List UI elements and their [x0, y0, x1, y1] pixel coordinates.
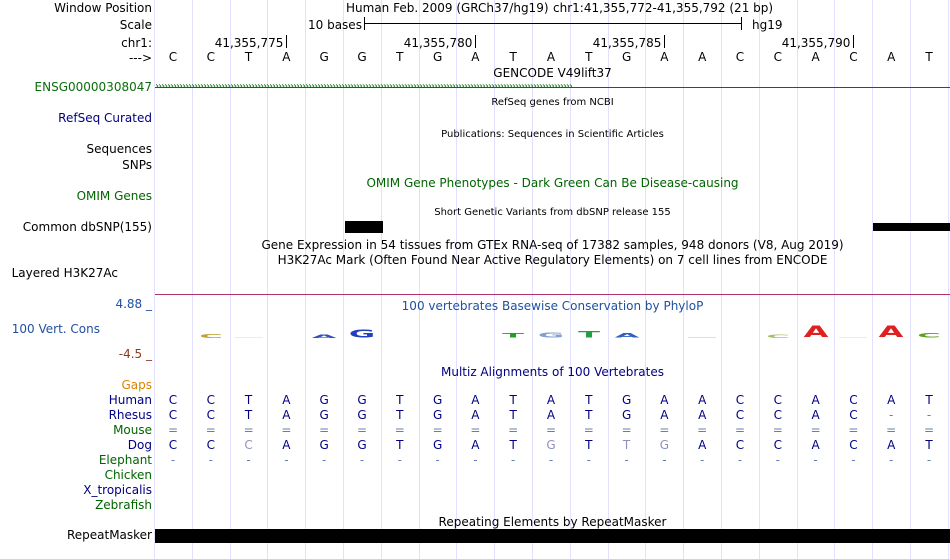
alignment-base-mouse: =	[772, 423, 783, 437]
alignment-base-human: G	[319, 393, 329, 407]
alignment-base-elephant: -	[624, 453, 629, 467]
species-label-dog[interactable]: Dog	[127, 438, 152, 452]
sequence-base: G	[319, 50, 329, 64]
alignment-base-elephant: -	[851, 453, 856, 467]
alignment-base-elephant: -	[662, 453, 667, 467]
sequence-base: G	[357, 50, 367, 64]
h3k27ac-label[interactable]: Layered H3K27Ac	[11, 266, 118, 280]
alignment-base-mouse: =	[848, 423, 859, 437]
sequence-base: A	[887, 50, 896, 64]
window-position-label: Window Position	[54, 1, 152, 15]
alignment-base-dog: T	[925, 438, 933, 452]
alignment-base-rhesus: A	[471, 408, 480, 422]
phylop-logo-letter: —	[686, 335, 719, 339]
alignment-base-dog: A	[811, 438, 820, 452]
alignment-base-dog: C	[773, 438, 782, 452]
sequence-base: A	[282, 50, 291, 64]
alignment-base-human: T	[585, 393, 593, 407]
alignment-base-rhesus: C	[735, 408, 745, 422]
alignment-base-elephant: -	[246, 453, 251, 467]
alignment-base-mouse: =	[205, 423, 216, 437]
species-label-x_tropicalis[interactable]: X_tropicalis	[83, 483, 152, 497]
alignment-base-rhesus: G	[432, 408, 443, 422]
alignment-base-human: C	[168, 393, 178, 407]
species-label-rhesus[interactable]: Rhesus	[108, 408, 152, 422]
sequence-base: T	[509, 50, 517, 64]
scale-bar-right-tick	[741, 17, 742, 30]
alignment-base-elephant: -	[737, 453, 743, 467]
alignment-base-elephant: -	[359, 453, 365, 467]
alignment-base-mouse: =	[886, 423, 897, 437]
position-readout: chr1:41,355,772-41,355,792 (21 bp)	[553, 1, 774, 15]
refseq-curated-label[interactable]: RefSeq Curated	[58, 111, 152, 125]
ruler-tick	[475, 35, 476, 48]
phylop-logo-letter: G	[537, 331, 565, 340]
alignment-base-elephant: -	[700, 453, 705, 467]
alignment-base-rhesus: G	[357, 408, 367, 422]
alignment-base-dog: A	[282, 438, 291, 452]
alignment-base-human: A	[546, 393, 556, 407]
dbsnp-track-title: Short Genetic Variants from dbSNP release 155	[434, 207, 671, 218]
alignment-base-rhesus: -	[926, 408, 932, 422]
phylop-logo-letter: A	[614, 332, 639, 340]
alignment-base-dog: A	[887, 438, 896, 452]
dbsnp-variant-1[interactable]	[345, 221, 383, 233]
phylop-logo-letter: T	[502, 332, 525, 340]
sequence-base: T	[585, 50, 593, 64]
species-label-human[interactable]: Human	[108, 393, 152, 407]
alignment-base-mouse: =	[697, 423, 708, 437]
alignment-base-elephant: -	[473, 453, 478, 467]
ruler-position-label: 41,355,785	[592, 36, 662, 50]
ruler-tick	[664, 35, 665, 48]
phylop-logo-letter: A	[311, 334, 337, 339]
track-area[interactable]	[155, 0, 950, 559]
alignment-base-elephant: -	[586, 453, 591, 467]
alignment-base-elephant: -	[322, 453, 327, 467]
alignment-base-mouse: =	[923, 423, 935, 437]
alignment-base-mouse: =	[432, 423, 443, 437]
alignment-base-dog: G	[659, 438, 670, 452]
chr-label: chr1:	[121, 36, 152, 50]
alignment-base-rhesus: C	[168, 408, 178, 422]
alignment-base-human: A	[471, 393, 480, 407]
sequence-base: T	[396, 50, 404, 64]
alignment-base-human: A	[660, 393, 669, 407]
alignment-base-rhesus: C	[773, 408, 782, 422]
alignment-base-dog: T	[509, 438, 517, 452]
track-label-panel	[0, 0, 154, 559]
alignment-base-elephant: -	[284, 453, 289, 467]
alignment-base-elephant: -	[170, 453, 176, 467]
alignment-base-dog: G	[432, 438, 443, 452]
ruler-tick	[853, 35, 854, 48]
alignment-base-elephant: -	[926, 453, 932, 467]
vert-cons-label[interactable]: 100 Vert. Cons	[11, 322, 100, 336]
alignment-base-dog: C	[849, 438, 858, 452]
alignment-base-dog: C	[168, 438, 178, 452]
sequence-base: G	[621, 50, 632, 64]
sequence-base: C	[168, 50, 178, 64]
alignment-base-elephant: -	[775, 453, 780, 467]
gencode-gene-line	[155, 87, 950, 88]
alignment-base-rhesus: T	[396, 408, 404, 422]
phylop-logo-letter: C	[917, 332, 941, 340]
refseq-track-title: RefSeq genes from NCBI	[491, 97, 614, 108]
alignment-base-elephant: -	[511, 453, 516, 467]
alignment-base-elephant: -	[889, 453, 894, 467]
ruler-tick	[286, 35, 287, 48]
alignment-base-dog: A	[471, 438, 480, 452]
species-label-zebrafish[interactable]: Zebrafish	[95, 498, 152, 512]
ruler-position-label: 41,355,780	[403, 36, 473, 50]
species-label-chicken[interactable]: Chicken	[104, 468, 152, 482]
alignment-base-dog: A	[698, 438, 707, 452]
alignment-base-human: A	[811, 393, 820, 407]
alignment-base-rhesus: A	[282, 408, 291, 422]
alignment-base-elephant: -	[435, 453, 440, 467]
omim-genes-label[interactable]: OMIM Genes	[76, 189, 152, 203]
alignment-base-dog: C	[206, 438, 215, 452]
alignment-base-human: A	[282, 393, 291, 407]
ruler-position-label: 41,355,790	[781, 36, 851, 50]
dbsnp-label[interactable]: Common dbSNP(155)	[22, 220, 152, 234]
alignment-base-human: G	[621, 393, 632, 407]
scale-bar-line	[365, 23, 741, 24]
scale-bar-label: 10 bases	[308, 18, 362, 32]
alignment-base-mouse: =	[470, 423, 481, 437]
alignment-base-mouse: =	[356, 423, 368, 437]
species-label-mouse[interactable]: Mouse	[113, 423, 152, 437]
alignment-base-dog: C	[735, 438, 745, 452]
snps-label[interactable]: SNPs	[122, 158, 152, 172]
phylop-logo-letter: A	[878, 322, 904, 342]
phylop-logo-letter: T	[577, 329, 600, 340]
phylop-logo-letter: —	[837, 335, 870, 339]
alignment-base-rhesus: A	[811, 408, 820, 422]
repeatmasker-track-title: Repeating Elements by RepeatMasker	[438, 515, 667, 529]
sequence-base: A	[660, 50, 669, 64]
strand-arrow-label: --->	[128, 51, 152, 65]
alignment-base-human: C	[206, 393, 215, 407]
alignment-base-mouse: =	[583, 423, 594, 437]
alignment-base-mouse: =	[810, 423, 821, 437]
alignment-base-dog: C	[244, 438, 253, 452]
omim-track-title: OMIM Gene Phenotypes - Dark Green Can Be Disease-causing	[366, 176, 739, 190]
h3k27ac-baseline	[155, 294, 950, 295]
alignment-base-mouse: =	[319, 423, 330, 437]
alignment-base-human: A	[698, 393, 707, 407]
sequence-base: A	[698, 50, 707, 64]
alignment-base-rhesus: T	[244, 408, 253, 422]
alignment-base-human: C	[773, 393, 782, 407]
gencode-gene-label[interactable]: ENSG00000308047	[34, 80, 152, 94]
alignment-base-elephant: -	[548, 453, 554, 467]
alignment-base-human: T	[396, 393, 404, 407]
phylop-logo-letter: C	[199, 333, 223, 339]
h3k27ac-track-title: H3K27Ac Mark (Often Found Near Active Regulatory Elements) on 7 cell lines from ENCODE	[277, 253, 828, 267]
cons-min-label: -4.5 _	[118, 347, 152, 361]
alignment-base-rhesus: A	[660, 408, 669, 422]
alignment-base-dog: T	[396, 438, 404, 452]
alignment-base-rhesus: -	[889, 408, 894, 422]
sequence-base: G	[432, 50, 443, 64]
alignment-base-dog: G	[546, 438, 556, 452]
alignment-base-human: T	[509, 393, 517, 407]
alignment-base-mouse: =	[734, 423, 746, 437]
alignment-base-human: C	[849, 393, 858, 407]
alignment-base-rhesus: T	[509, 408, 517, 422]
alignment-base-rhesus: G	[319, 408, 329, 422]
gencode-track-title: GENCODE V49lift37	[493, 66, 612, 80]
assembly-title: Human Feb. 2009 (GRCh37/hg19)	[346, 1, 549, 15]
alignment-base-dog: T	[585, 438, 593, 452]
alignment-base-human: T	[925, 393, 933, 407]
alignment-base-human: A	[887, 393, 896, 407]
sequence-base: T	[244, 50, 253, 64]
alignment-base-human: T	[244, 393, 253, 407]
scale-assembly: hg19	[752, 18, 783, 32]
phylop-logo-letter: G	[348, 327, 376, 341]
alignment-base-dog: T	[622, 438, 631, 452]
alignment-base-rhesus: A	[546, 408, 556, 422]
phylop-logo-letter: —	[232, 335, 265, 339]
alignment-base-mouse: =	[281, 423, 292, 437]
publications-track-title: Publications: Sequences in Scientific Articles	[441, 129, 664, 140]
sequence-base: C	[849, 50, 858, 64]
alignment-base-human: C	[735, 393, 745, 407]
gtex-track-title: Gene Expression in 54 tissues from GTEx RNA-seq of 17382 samples, 948 donors (V8, Aug 2019)	[261, 238, 844, 252]
alignment-base-elephant: -	[397, 453, 402, 467]
scale-label: Scale	[119, 18, 152, 32]
ruler-position-label: 41,355,775	[214, 36, 284, 50]
sequence-base: C	[773, 50, 782, 64]
alignment-base-mouse: =	[545, 423, 557, 437]
cons-max-label: 4.88 _	[115, 297, 152, 311]
alignment-base-mouse: =	[394, 423, 405, 437]
alignment-base-dog: G	[319, 438, 329, 452]
sequence-base: A	[471, 50, 480, 64]
species-label-elephant[interactable]: Elephant	[98, 453, 152, 467]
sequence-base: C	[735, 50, 745, 64]
phylop-logo-letter: C	[766, 334, 790, 339]
alignment-base-human: G	[357, 393, 367, 407]
alignment-base-rhesus: A	[698, 408, 707, 422]
phylop-track-title: 100 vertebrates Basewise Conservation by PhyloP	[401, 299, 704, 313]
sequence-base: C	[206, 50, 215, 64]
alignment-base-rhesus: C	[849, 408, 858, 422]
repeatmasker-label[interactable]: RepeatMasker	[66, 528, 152, 542]
alignment-base-rhesus: T	[585, 408, 593, 422]
alignment-base-rhesus: G	[621, 408, 632, 422]
sequence-base: A	[811, 50, 820, 64]
sequence-base: A	[546, 50, 556, 64]
alignment-base-mouse: =	[167, 423, 179, 437]
alignment-base-mouse: =	[659, 423, 670, 437]
dbsnp-variant-2[interactable]	[873, 223, 950, 231]
alignment-base-mouse: =	[508, 423, 519, 437]
species-label-list	[0, 0, 154, 559]
repeatmasker-element[interactable]	[155, 529, 950, 543]
alignment-base-elephant: -	[208, 453, 213, 467]
alignment-base-mouse: =	[243, 423, 254, 437]
gaps-label[interactable]: Gaps	[121, 378, 152, 392]
alignment-base-rhesus: C	[206, 408, 215, 422]
phylop-logo-letter: A	[803, 322, 828, 342]
alignment-base-dog: G	[357, 438, 367, 452]
sequences-label[interactable]: Sequences	[86, 142, 152, 156]
alignment-base-elephant: -	[813, 453, 818, 467]
alignment-base-mouse: =	[621, 423, 632, 437]
alignment-base-human: G	[432, 393, 443, 407]
multiz-track-title: Multiz Alignments of 100 Vertebrates	[440, 365, 665, 379]
sequence-base: T	[925, 50, 933, 64]
